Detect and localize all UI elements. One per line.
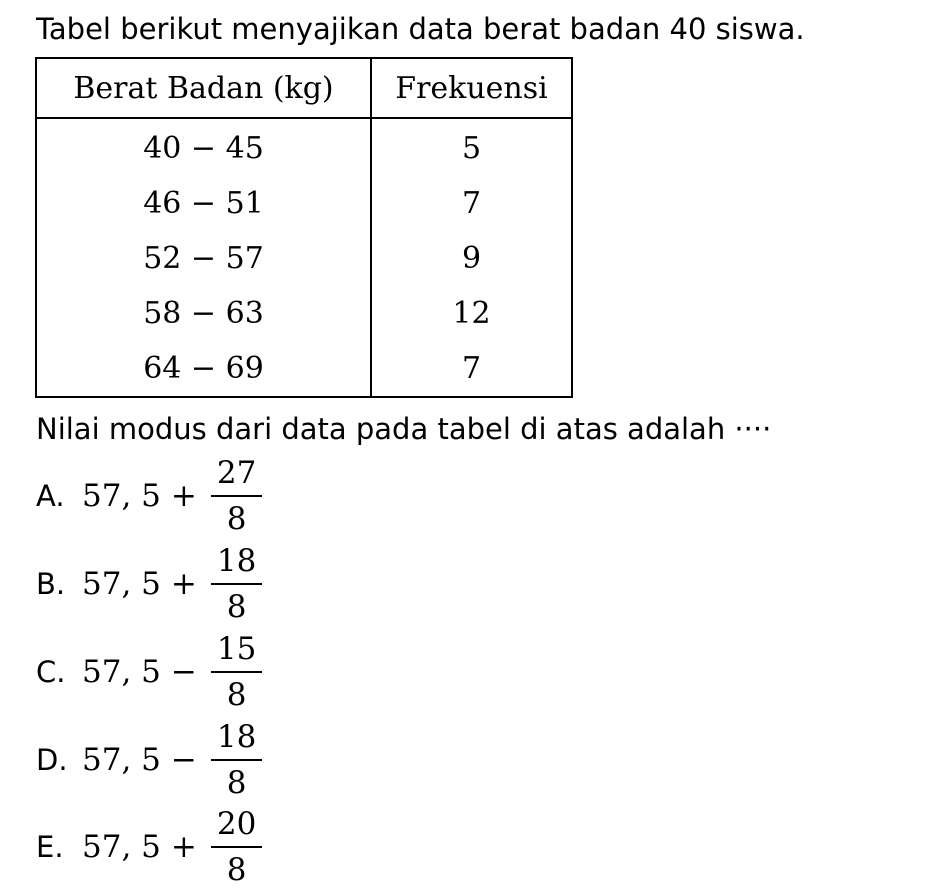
option-base-value: 57, 5 xyxy=(82,829,161,865)
option-a[interactable] xyxy=(36,452,262,540)
option-operator: + xyxy=(170,478,197,514)
fraction-denominator: 8 xyxy=(226,677,247,713)
fraction-numerator: 15 xyxy=(211,631,262,673)
fraction-numerator: 27 xyxy=(211,455,262,497)
table-row xyxy=(36,341,572,397)
option-fraction xyxy=(211,806,262,888)
option-expression xyxy=(82,631,262,713)
fraction-numerator: 18 xyxy=(211,719,262,761)
option-e[interactable] xyxy=(36,803,262,891)
option-base-value: 57, 5 xyxy=(82,566,161,602)
cell-frequency: 9 xyxy=(461,241,482,276)
option-d[interactable] xyxy=(36,716,262,804)
option-operator: − xyxy=(170,654,197,690)
option-letter: C. xyxy=(36,655,66,689)
cell-frequency: 5 xyxy=(461,131,482,166)
option-base-value: 57, 5 xyxy=(82,654,161,690)
option-letter: B. xyxy=(36,567,66,601)
option-fraction xyxy=(211,543,262,625)
option-b[interactable] xyxy=(36,540,262,628)
option-operator: + xyxy=(170,566,197,602)
option-letter: D. xyxy=(36,743,68,777)
option-operator: − xyxy=(170,742,197,778)
table-row xyxy=(36,118,572,176)
option-operator: + xyxy=(170,829,197,865)
fraction-numerator: 18 xyxy=(211,543,262,585)
option-expression xyxy=(82,719,262,801)
cell-frequency: 12 xyxy=(452,296,491,331)
table-header-row xyxy=(36,58,572,118)
option-base-value: 57, 5 xyxy=(82,742,161,778)
intro-text: Tabel berikut menyajikan data berat badan 40 siswa. xyxy=(36,12,805,46)
cell-weight-range: 40 − 45 xyxy=(36,118,371,176)
option-fraction xyxy=(211,719,262,801)
cell-weight-range: 46 − 51 xyxy=(36,176,371,231)
header-weight: Berat Badan (kg) xyxy=(36,58,371,118)
option-fraction xyxy=(211,631,262,713)
fraction-denominator: 8 xyxy=(226,501,247,537)
option-expression xyxy=(82,455,262,537)
table-row xyxy=(36,231,572,286)
table-row xyxy=(36,176,572,231)
cell-weight-range: 58 − 63 xyxy=(36,286,371,341)
question-text: Nilai modus dari data pada tabel di atas adalah ···· xyxy=(36,412,772,446)
weight-frequency-table xyxy=(35,57,573,398)
fraction-denominator: 8 xyxy=(226,765,247,801)
option-expression xyxy=(82,543,262,625)
cell-frequency: 7 xyxy=(461,351,482,386)
option-c[interactable] xyxy=(36,628,262,716)
table-row xyxy=(36,286,572,341)
cell-frequency: 7 xyxy=(461,186,482,221)
option-letter: E. xyxy=(36,830,64,864)
option-expression xyxy=(82,806,262,888)
option-letter: A. xyxy=(36,479,65,513)
fraction-denominator: 8 xyxy=(226,852,247,888)
header-frequency: Frekuensi xyxy=(371,58,572,118)
option-base-value: 57, 5 xyxy=(82,478,161,514)
option-fraction xyxy=(211,455,262,537)
cell-weight-range: 64 − 69 xyxy=(36,341,371,397)
fraction-denominator: 8 xyxy=(226,589,247,625)
cell-weight-range: 52 − 57 xyxy=(36,231,371,286)
fraction-numerator: 20 xyxy=(211,806,262,848)
